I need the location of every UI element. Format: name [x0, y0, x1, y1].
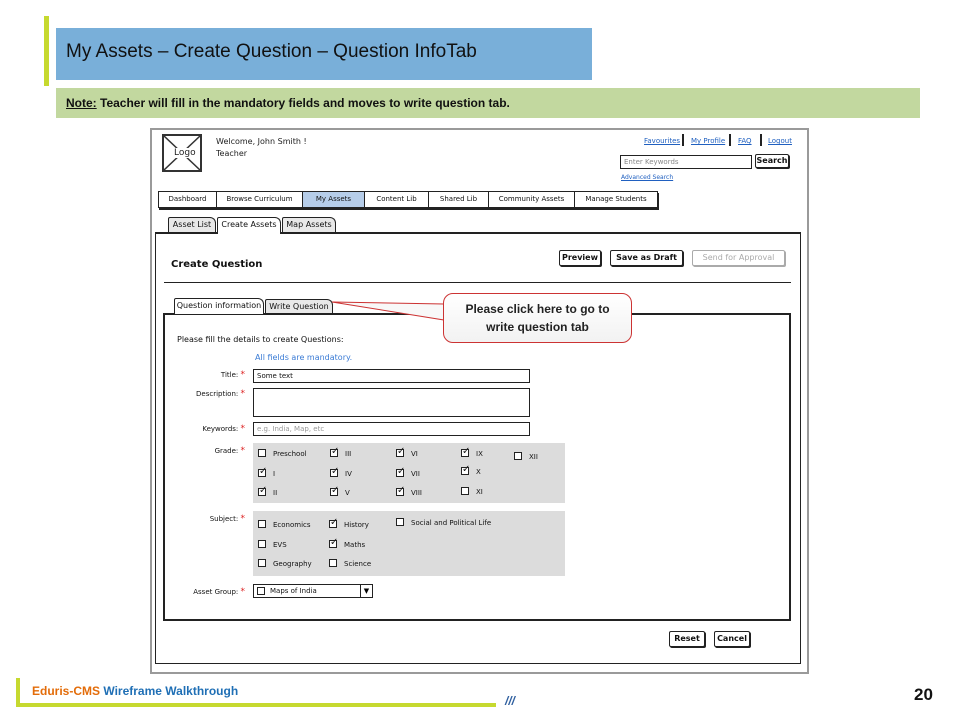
- footer-marks: ///: [505, 694, 516, 708]
- mandatory-note: All fields are mandatory.: [255, 353, 353, 362]
- nav-content-lib[interactable]: Content Lib: [365, 192, 429, 207]
- checked-box-icon[interactable]: [330, 449, 338, 457]
- page-title: Create Question: [171, 259, 263, 270]
- main-nav: [158, 191, 658, 208]
- page-number: 20: [914, 685, 933, 704]
- save-draft-button[interactable]: Save as Draft: [610, 250, 683, 266]
- nav-shared-lib[interactable]: Shared Lib: [429, 192, 489, 207]
- grade-checkbox[interactable]: [258, 449, 307, 458]
- checked-box-icon[interactable]: [396, 469, 404, 477]
- grade-checkbox[interactable]: [396, 488, 422, 497]
- unchecked-box-icon[interactable]: [396, 518, 404, 526]
- tab-create-assets[interactable]: Create Assets: [217, 217, 281, 234]
- send-approval-button[interactable]: Send for Approval: [692, 250, 785, 266]
- nav-my-assets[interactable]: My Assets: [303, 192, 365, 207]
- asset-group-label: Asset Group: *: [193, 587, 245, 597]
- subject-checkbox[interactable]: [329, 540, 365, 549]
- grade-checkbox-label: II: [273, 489, 278, 497]
- checked-box-icon[interactable]: [330, 469, 338, 477]
- grade-checkbox[interactable]: [330, 488, 350, 497]
- link-faq[interactable]: FAQ: [738, 137, 752, 145]
- checked-box-icon[interactable]: [396, 449, 404, 457]
- subject-checkbox[interactable]: [329, 559, 371, 568]
- grade-checkbox[interactable]: [461, 487, 483, 496]
- advanced-search-link[interactable]: Advanced Search: [621, 174, 674, 181]
- checked-box-icon[interactable]: [329, 520, 337, 528]
- link-separator: [729, 134, 731, 146]
- welcome-text: Welcome, John Smith !: [216, 137, 307, 146]
- subject-checkbox-label: Geography: [273, 560, 312, 568]
- link-my-profile[interactable]: My Profile: [691, 137, 726, 145]
- search-input[interactable]: Enter Keywords: [620, 155, 752, 169]
- grade-checkbox-label: VII: [411, 470, 420, 478]
- checkbox-icon: [257, 587, 265, 595]
- search-button[interactable]: Search: [755, 154, 789, 168]
- grade-checkbox[interactable]: [258, 488, 277, 497]
- grade-checkbox-label: I: [273, 470, 276, 478]
- nav-browse-curriculum[interactable]: Browse Curriculum: [217, 192, 303, 207]
- grade-checkbox-label: IV: [345, 470, 352, 478]
- subject-checkbox[interactable]: [329, 520, 369, 529]
- title-field[interactable]: Some text: [253, 369, 530, 383]
- unchecked-box-icon[interactable]: [258, 520, 266, 528]
- checked-box-icon[interactable]: [258, 469, 266, 477]
- checked-box-icon[interactable]: [461, 449, 469, 457]
- keywords-label: Keywords: *: [202, 424, 245, 434]
- preview-button[interactable]: Preview: [559, 250, 601, 266]
- nav-manage-students[interactable]: Manage Students: [575, 192, 657, 207]
- checked-box-icon[interactable]: [330, 488, 338, 496]
- footer-accent: [16, 678, 20, 706]
- grade-checkbox-label: III: [345, 450, 352, 458]
- unchecked-box-icon[interactable]: [258, 559, 266, 567]
- subject-checkbox[interactable]: [258, 520, 311, 529]
- logo-label: Logo: [174, 148, 196, 158]
- unchecked-box-icon[interactable]: [461, 487, 469, 495]
- subject-checkbox[interactable]: [258, 559, 312, 568]
- callout: [443, 293, 632, 343]
- unchecked-box-icon[interactable]: [258, 540, 266, 548]
- subject-checkbox[interactable]: [258, 540, 287, 549]
- subject-checkbox-label: Maths: [344, 541, 366, 549]
- grade-checkbox-label: V: [345, 489, 350, 497]
- reset-button[interactable]: Reset: [669, 631, 705, 647]
- note-text: Teacher will fill in the mandatory fields and moves to write question tab.: [96, 96, 510, 110]
- grade-checkbox[interactable]: [396, 469, 420, 478]
- grade-checkbox[interactable]: [330, 469, 352, 478]
- cancel-button[interactable]: Cancel: [714, 631, 750, 647]
- subject-label: Subject: *: [209, 514, 245, 524]
- grade-label: Grade: *: [214, 446, 245, 456]
- nav-dashboard[interactable]: Dashboard: [159, 192, 217, 207]
- grade-checkbox-label: XII: [529, 453, 538, 461]
- footer-brand: Eduris-CMS Wireframe Walkthrough: [32, 684, 239, 698]
- unchecked-box-icon[interactable]: [514, 452, 522, 460]
- note-label: Note:: [66, 96, 97, 110]
- grade-checkbox[interactable]: [461, 467, 481, 476]
- title-accent-bar: [44, 16, 49, 86]
- tab-write-question[interactable]: Write Question: [265, 299, 333, 313]
- note: [66, 96, 510, 110]
- link-separator: [760, 134, 762, 146]
- subject-checkbox-label: Economics: [273, 521, 311, 529]
- grade-checkbox-label: X: [476, 468, 481, 476]
- unchecked-box-icon[interactable]: [258, 449, 266, 457]
- link-logout[interactable]: Logout: [768, 137, 792, 145]
- slide-title: My Assets – Create Question – Question InfoTab: [66, 41, 477, 62]
- checked-box-icon[interactable]: [461, 467, 469, 475]
- subject-checkbox-label: History: [344, 521, 369, 529]
- grade-checkbox-label: XI: [476, 488, 483, 496]
- grade-checkbox-label: Preschool: [273, 450, 307, 458]
- description-field[interactable]: [253, 388, 530, 417]
- grade-checkbox-label: VIII: [411, 489, 422, 497]
- divider: [164, 282, 791, 283]
- subject-checkbox-label: Science: [344, 560, 372, 568]
- asset-group-select[interactable]: [253, 584, 373, 598]
- link-separator: [682, 134, 684, 146]
- grade-checkbox[interactable]: [258, 469, 275, 478]
- nav-community-assets[interactable]: Community Assets: [489, 192, 575, 207]
- keywords-field[interactable]: e.g. India, Map, etc: [253, 422, 530, 436]
- asset-group-value: Maps of India: [270, 587, 317, 595]
- user-role: Teacher: [216, 149, 248, 158]
- checked-box-icon[interactable]: [258, 488, 266, 496]
- grade-checkbox-label: VI: [411, 450, 418, 458]
- unchecked-box-icon[interactable]: [329, 559, 337, 567]
- callout-line-2: write question tab: [486, 320, 589, 334]
- checked-box-icon[interactable]: [329, 540, 337, 548]
- callout-line-1: Please click here to go to: [465, 302, 610, 316]
- description-label: Description: *: [196, 389, 245, 399]
- subject-checkbox[interactable]: [396, 518, 491, 527]
- grade-checkbox[interactable]: [330, 449, 351, 458]
- tab-question-information[interactable]: Question information: [174, 298, 264, 314]
- footer-accent-line: [16, 703, 496, 707]
- form-instruction: Please fill the details to create Questions:: [177, 335, 344, 344]
- tab-map-assets[interactable]: Map Assets: [282, 217, 336, 232]
- link-favourites[interactable]: Favourites: [644, 137, 681, 145]
- grade-checkbox[interactable]: [514, 452, 538, 461]
- grade-checkbox-label: IX: [476, 450, 483, 458]
- subject-checkbox-label: Social and Political Life: [411, 519, 492, 527]
- grade-checkbox[interactable]: [461, 449, 483, 458]
- callout-pointer: [330, 296, 448, 326]
- subject-checkbox-label: EVS: [273, 541, 287, 549]
- dropdown-arrow-icon[interactable]: ▼: [360, 585, 372, 597]
- tab-asset-list[interactable]: Asset List: [168, 217, 216, 232]
- grade-checkbox[interactable]: [396, 449, 418, 458]
- checked-box-icon[interactable]: [396, 488, 404, 496]
- title-label: Title: *: [220, 370, 245, 380]
